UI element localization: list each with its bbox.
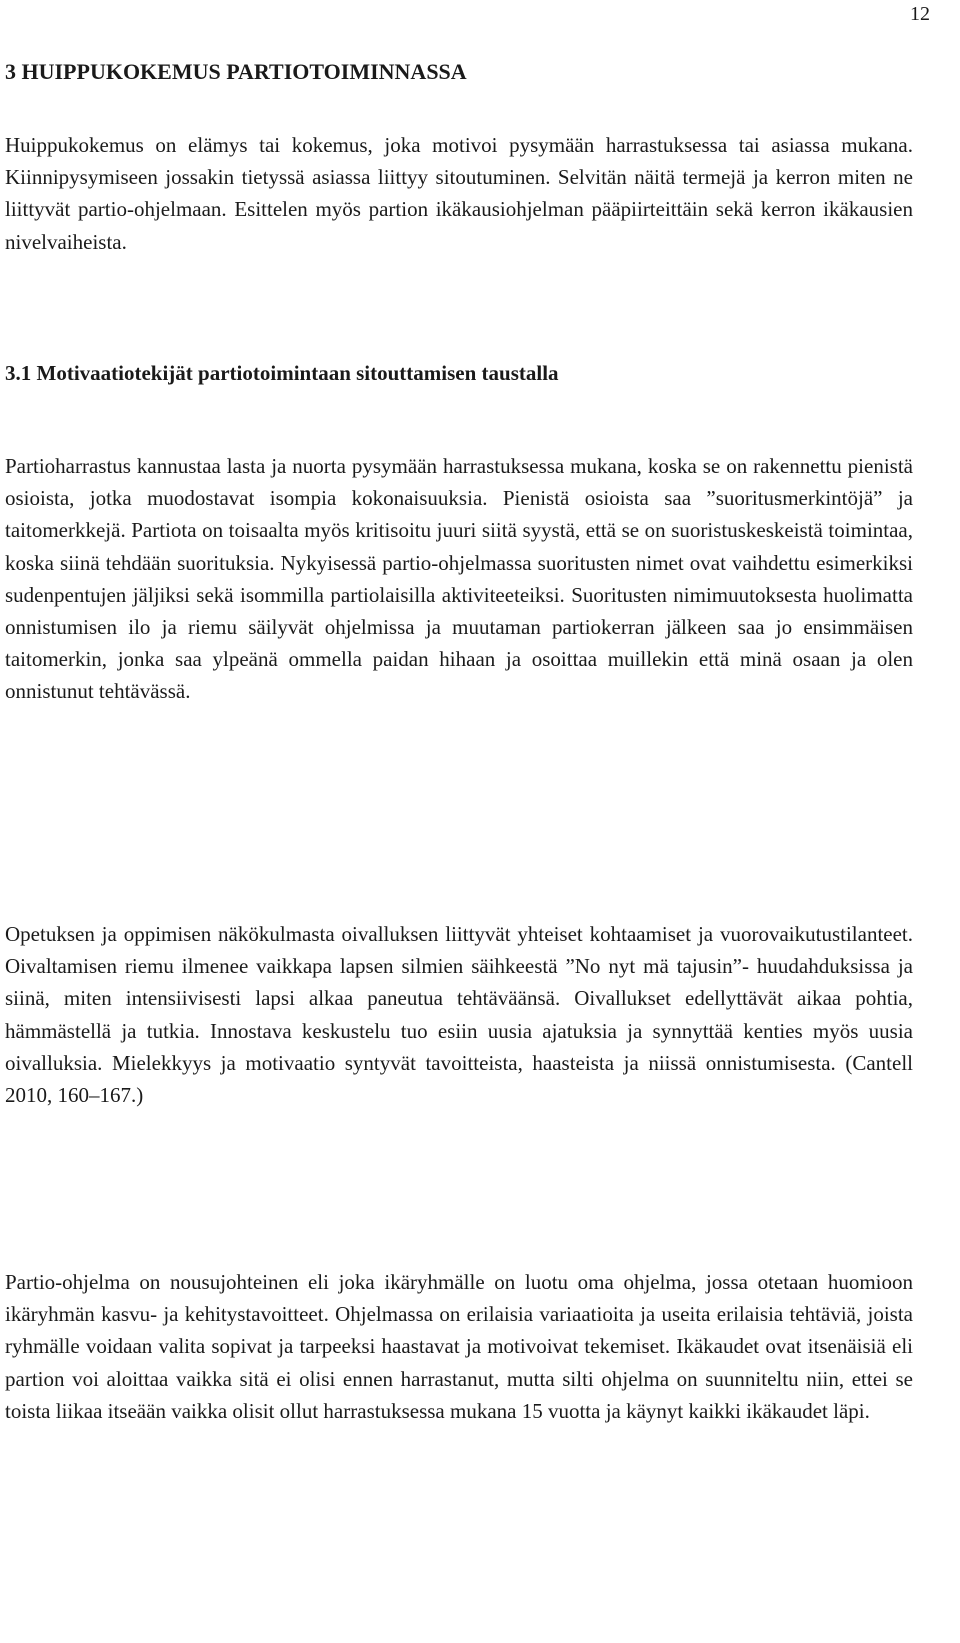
section-paragraph-1: Partioharrastus kannustaa lasta ja nuorta pysymään harrastuksessa mukana, koska se on rakennettu pienistä osioista, jotka muodostavat isompia kokonaisuuksia. Pienistä osioista saa ”suoritusmerkintöjä” ja taitomerkkejä. Partiota on toisaalta myös kritisoitu juuri siitä syystä, että se on suoristuskeskeistä toimintaa, koska siinä tehdään suorituksia. Nykyisessä partio-ohjelmassa suoritusten nimet ovat vaihdettu esimerkiksi sudenpentujen jäljiksi sekä isommilla partiolaisilla aktiviteeteiksi. Suoritusten nimimuutoksesta huolimatta onnistumisen ilo ja riemu säilyvät ohjelmissa ja muutaman partiokerran jälkeen saa jo ensimmäisen taitomerkin, jonka saa ylpeänä ommella paidan hihaan ja osoittaa muillekin että minä osaan ja olen onnistunut tehtävässä.	[5, 454, 913, 704]
section-paragraph-3: Partio-ohjelma on nousujohteinen eli joka ikäryhmälle on luotu oma ohjelma, jossa otetaan huomioon ikäryhmän kasvu- ja kehitystavoitteet. Ohjelmassa on erilaisia variaatioita ja useita erilaisia tehtäviä, joista ryhmälle voidaan valita sopivat ja tarpeeksi haastavat ja motivoivat tekemiset. Ikäkaudet ovat itsenäisiä eli partion voi aloittaa vaikka sitä ei olisi ennen harrastanut, mutta silti ohjelma on suunniteltu niin, ettei se toista liikaa itseään vaikka olisit ollut harrastuksessa mukana 15 vuotta ja käynyt kaikki ikäkaudet läpi.	[5, 1270, 913, 1423]
chapter-heading: 3 HUIPPUKOKEMUS PARTIOTOIMINNASSA	[5, 59, 467, 84]
section-paragraph-2: Opetuksen ja oppimisen näkökulmasta oivalluksen liittyvät yhteiset kohtaamiset ja vuorovaikutustilanteet. Oivaltamisen riemu ilmenee vaikkapa lapsen silmien säihkeestä ”No nyt mä tajusin”- huudahduksissa ja siinä, miten intensiivisesti lapsi alkaa paneutua tehtäväänsä. Oivallukset edellyttävät aikaa pohtia, hämmästellä ja tutkia. Innostava keskustelu tuo esiin uusia ajatuksia ja synnyttää kenties myös uusia oivalluksia. Mielekkyys ja motivaatio syntyvät tavoitteista, haasteista ja niissä onnistumisesta. (Cantell 2010, 160–167.)	[5, 922, 913, 1108]
section-heading: 3.1 Motivaatiotekijät partiotoimintaan sitouttamisen taustalla	[5, 361, 559, 385]
page-number: 12	[910, 3, 930, 25]
chapter-intro-paragraph: Huippukokemus on elämys tai kokemus, joka motivoi pysymään harrastuksessa tai asiassa mukana. Kiinnipysymiseen jossakin tietyssä asiassa liittyy sitoutuminen. Selvitän näitä termejä ja kerron miten ne liittyvät partio-ohjelmaan. Esittelen myös partion ikäkausiohjelman pääpiirteittäin sekä kerron ikäkausien nivelvaiheista.	[5, 133, 913, 254]
